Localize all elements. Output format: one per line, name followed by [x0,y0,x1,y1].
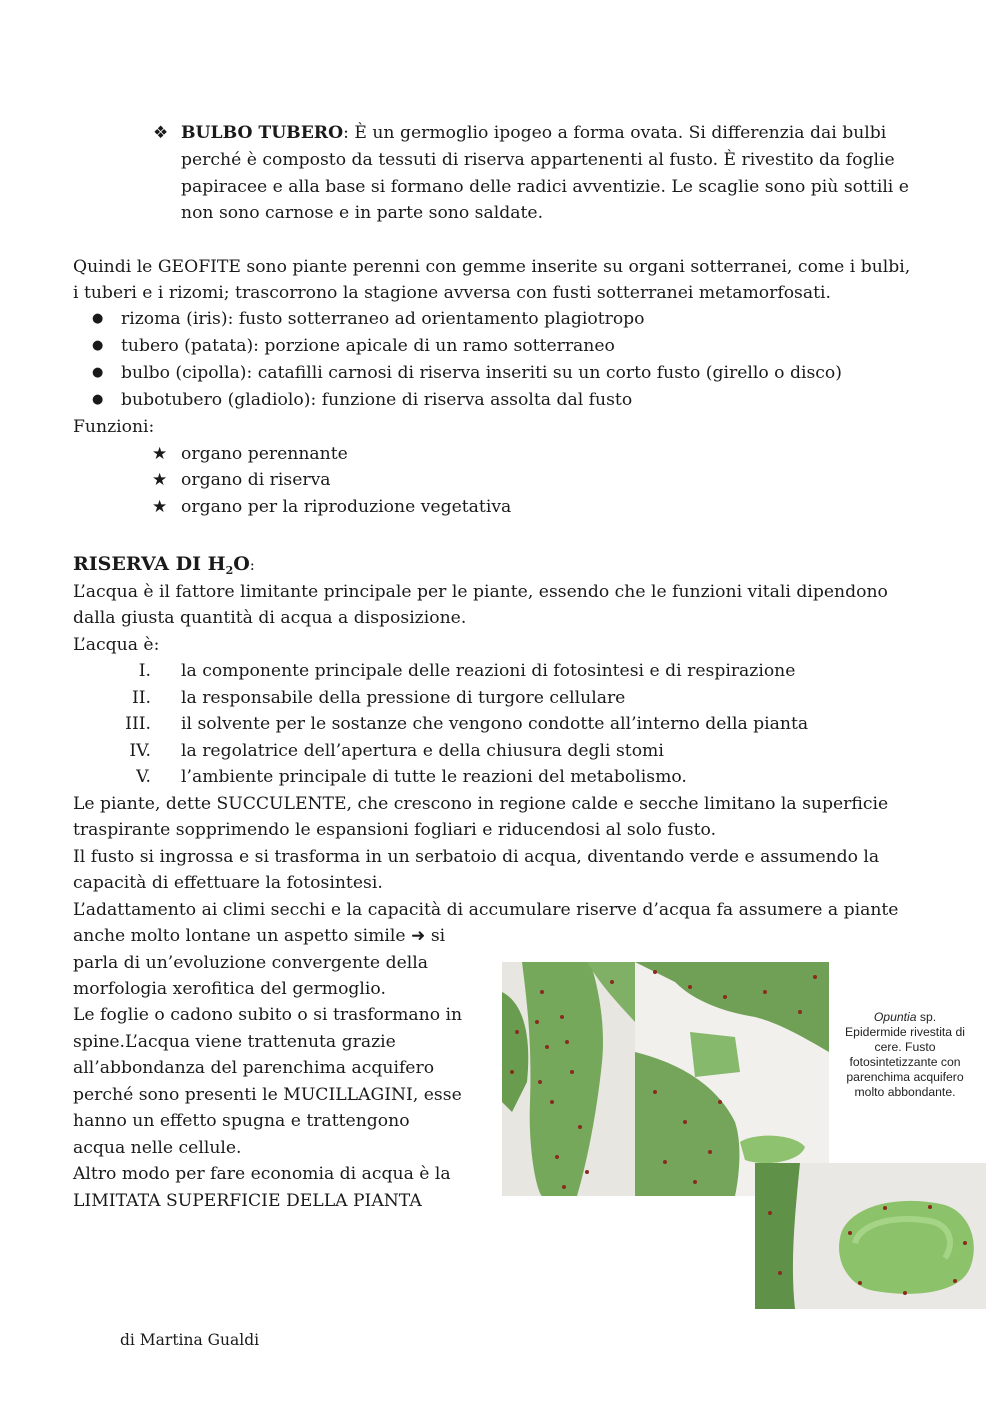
funzioni-item-3: organo per la riproduzione vegetativa [181,497,512,517]
riserva-list-item-3: il solvente per le sostanze che vengono condotte all’interno della pianta [181,714,809,734]
riserva-narrow-3: morfologia xerofitica del germoglio. [73,979,386,999]
star-icon: ★ [152,497,168,517]
riserva-body-3: Il fusto si ingrossa e si trasforma in un serbatoio di acqua, diventando verde e assumendo la [73,847,880,867]
riserva-body-1: Le piante, dette SUCCULENTE, che crescono in regione calde e secche limitano la superficie [73,794,889,814]
riserva-list-item-2: la responsabile della pressione di turgore cellulare [181,688,626,708]
riserva-body-2: traspirante sopprimendo le espansioni fogliari e riducendosi al solo fusto. [73,820,717,840]
figure-caption: Opuntia sp. Epidermide rivestita di cere. Fusto fotosintetizzante con parenchima acquifero molto abbondante. [845,1010,965,1099]
riserva-narrow-8: hanno un effetto spugna e trattengono [73,1111,410,1131]
riserva-narrow-10: Altro modo per fare economia di acqua è la [73,1164,451,1184]
opuntia-photo-3 [755,1163,986,1309]
geofite-item-2: tubero (patata): porzione apicale di un ramo sotterraneo [121,336,615,356]
riserva-intro-2: dalla giusta quantità di acqua a disposizione. [73,608,467,628]
bullet-icon: ● [92,365,104,380]
bulbo-tubero-line-4: non sono carnose e in parte sono saldate. [181,203,544,223]
bullet-icon: ● [92,392,104,407]
roman-numeral: II. [131,688,151,708]
opuntia-photo-2 [635,962,829,1196]
roman-numeral: III. [125,714,151,734]
riserva-intro-1: L’acqua è il fattore limitante principale per le piante, essendo che le funzioni vitali dipendono [73,582,888,602]
funzioni-label: Funzioni: [73,417,155,437]
riserva-narrow-5: spine.L’acqua viene trattenuta grazie [73,1032,396,1052]
riserva-narrow-4: Le foglie o cadono subito o si trasformano in [73,1005,463,1025]
footer-author: di Martina Gualdi [120,1331,260,1349]
bulbo-tubero-line-3: papiracee e alla base si formano delle radici avventizie. Le scaglie sono più sottili e [181,177,909,197]
riserva-narrow-1: anche molto lontane un aspetto simile ➜ si [73,926,446,946]
section-heading: RISERVA DI $H_2O$: [73,553,255,577]
riserva-narrow-11: LIMITATA SUPERFICIE DELLA PIANTA [73,1191,422,1211]
riserva-body-4: capacità di effettuare la fotosintesi. [73,873,383,893]
riserva-body-5: L’adattamento ai climi secchi e la capacità di accumulare riserve d’acqua fa assumere a piante [73,900,899,920]
riserva-list-item-5: l’ambiente principale di tutte le reazioni del metabolismo. [181,767,687,787]
bulbo-tubero-line-2: perché è composto da tessuti di riserva appartenenti al fusto. È rivestito da foglie [181,150,895,170]
riserva-list-item-1: la componente principale delle reazioni di fotosintesi e di respirazione [181,661,796,681]
riserva-narrow-7: perché sono presenti le MUCILLAGINI, esse [73,1085,462,1105]
riserva-narrow-6: all’abbondanza del parenchima acquifero [73,1058,435,1078]
funzioni-item-2: organo di riserva [181,470,331,490]
geofite-item-4: bubotubero (gladiolo): funzione di riserva assolta dal fusto [121,390,633,410]
riserva-intro-3: L’acqua è: [73,635,160,655]
diamond-bullet-icon: ❖ [153,123,169,143]
star-icon: ★ [152,444,168,464]
roman-numeral: V. [136,767,151,787]
star-icon: ★ [152,470,168,490]
riserva-narrow-9: acqua nelle cellule. [73,1138,242,1158]
bullet-icon: ● [92,311,104,326]
bullet-icon: ● [92,338,104,353]
geofite-item-1: rizoma (iris): fusto sotterraneo ad orientamento plagiotropo [121,309,645,329]
riserva-narrow-2: parla di un’evoluzione convergente della [73,953,428,973]
geofite-line-1: Quindi le GEOFITE sono piante perenni con gemme inserite su organi sotterranei, come i bulbi, [73,257,911,277]
bulbo-tubero-line-1: BULBO TUBERO: È un germoglio ipogeo a forma ovata. Si differenzia dai bulbi [181,123,887,143]
roman-numeral: IV. [129,741,151,761]
geofite-item-3: bulbo (cipolla): catafilli carnosi di riserva inseriti su un corto fusto (girello o disco) [121,363,842,383]
bulbo-tubero-term: BULBO TUBERO [181,123,344,143]
roman-numeral: I. [138,661,151,681]
geofite-line-2: i tuberi e i rizomi; trascorrono la stagione avversa con fusti sotterranei metamorfosati. [73,283,831,303]
opuntia-photo-1 [502,962,635,1196]
funzioni-item-1: organo perennante [181,444,348,464]
riserva-list-item-4: la regolatrice dell’apertura e della chiusura degli stomi [181,741,664,761]
